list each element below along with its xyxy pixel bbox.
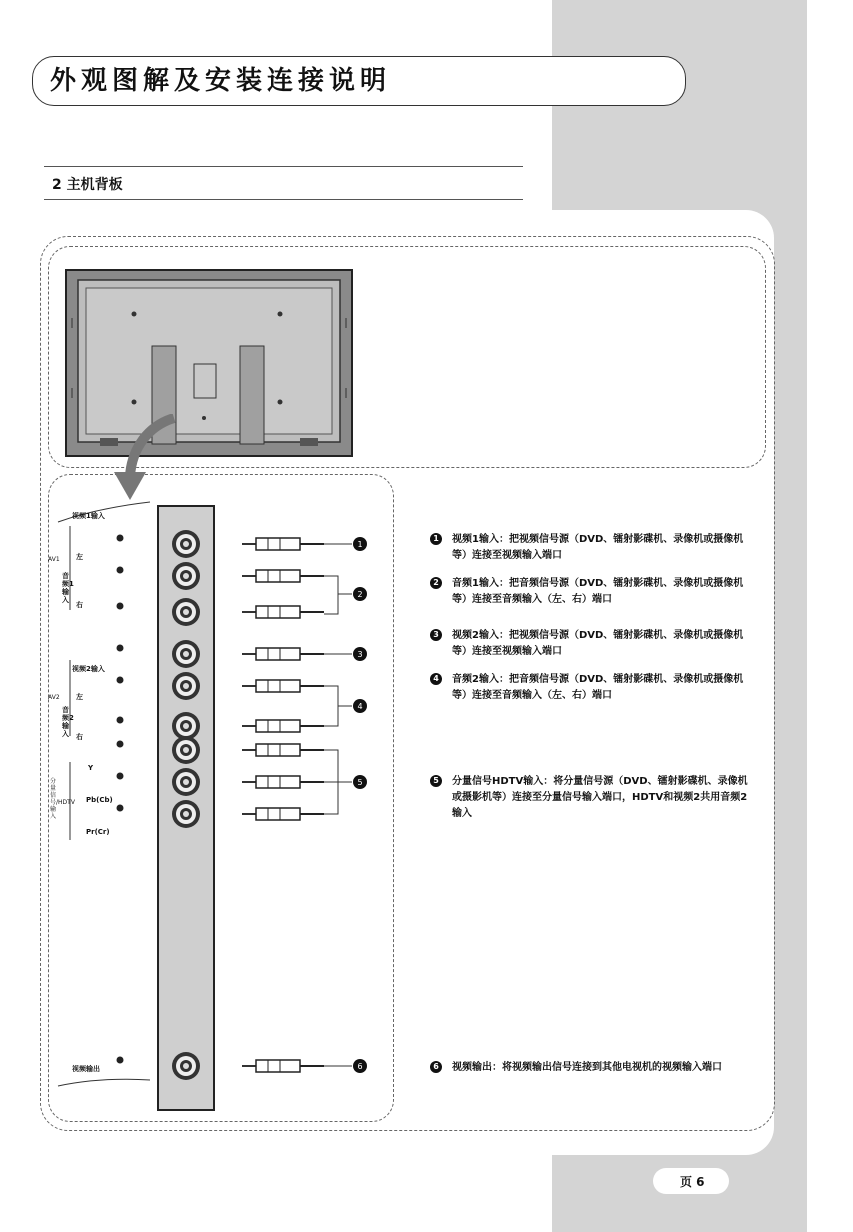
desc-3: 3 视频2输入：把视频信号源（DVD、镭射影碟机、录像机或摄像机等）连接至视频输入端口 bbox=[430, 628, 755, 660]
callout-badge bbox=[353, 1059, 367, 1073]
panel-jack-marker bbox=[117, 805, 124, 812]
page-number: 页 6 bbox=[680, 1175, 705, 1189]
label-av1-video: 视频1输入 bbox=[72, 512, 105, 520]
callout-number: 1 bbox=[357, 540, 363, 549]
label-av2-right: 右 bbox=[76, 733, 83, 741]
page-title: 外观图解及安装连接说明 bbox=[50, 66, 392, 96]
rear-panel-diagram bbox=[56, 500, 390, 1118]
label-av2-video: 视频2输入 bbox=[72, 665, 105, 673]
panel-jack-marker bbox=[117, 535, 124, 542]
callout-number: 2 bbox=[357, 590, 363, 599]
label-av1-audio: 音频1输入 bbox=[62, 572, 74, 604]
rca-plug bbox=[242, 648, 324, 660]
desc-4: 4 音频2输入：把音频信号源（DVD、镭射影碟机、录像机或摄像机等）连接至音频输入（左、右）端口 bbox=[430, 672, 755, 704]
label-component: 分量信号/HDTV输入 bbox=[50, 778, 75, 820]
desc-2: 2 音频1输入：把音频信号源（DVD、镭射影碟机、录像机或摄像机等）连接至音频输入（左、右）端口 bbox=[430, 576, 755, 608]
panel-jack-marker bbox=[117, 567, 124, 574]
rca-jack bbox=[172, 736, 200, 764]
rca-jack bbox=[172, 1052, 200, 1080]
rca-plug bbox=[242, 606, 324, 618]
rca-jack bbox=[172, 800, 200, 828]
label-pr: Pr(Cr) bbox=[86, 828, 110, 836]
callout-number: 5 bbox=[357, 778, 363, 787]
section-title: 2 主机背板 bbox=[52, 177, 123, 193]
label-y: Y bbox=[88, 764, 94, 772]
desc-1: 1 视频1输入：把视频信号源（DVD、镭射影碟机、录像机或摄像机等）连接至视频输入端口 bbox=[430, 532, 755, 564]
desc-6: 6 视频输出：将视频输出信号连接到其他电视机的视频输入端口 bbox=[430, 1060, 755, 1076]
label-av1-group: AV1 bbox=[48, 556, 60, 563]
rca-jack bbox=[172, 672, 200, 700]
desc-5: 5 分量信号HDTV输入：将分量信号源（DVD、镭射影碟机、录像机或摄影机等）连接至分量信号输入端口，HDTV和视频2共用音频2输入 bbox=[430, 774, 755, 822]
callout-badge bbox=[353, 537, 367, 551]
label-av2-group: AV2 bbox=[48, 694, 60, 701]
rca-jack bbox=[172, 530, 200, 558]
rca-jack bbox=[172, 768, 200, 796]
callout-number: 6 bbox=[357, 1062, 363, 1071]
rca-plug bbox=[242, 538, 324, 550]
rca-jack bbox=[172, 598, 200, 626]
label-av2-audio: 音频2输入 bbox=[62, 706, 74, 738]
rca-plug bbox=[242, 744, 324, 756]
rca-jack bbox=[172, 562, 200, 590]
panel-jack-marker bbox=[117, 773, 124, 780]
panel-jack-marker bbox=[117, 1057, 124, 1064]
label-av2-left: 左 bbox=[76, 693, 83, 701]
label-pb: Pb(Cb) bbox=[86, 796, 113, 804]
rca-jack bbox=[172, 640, 200, 668]
callout-number: 3 bbox=[357, 650, 363, 659]
panel-jack-marker bbox=[117, 645, 124, 652]
rca-plug bbox=[242, 1060, 324, 1072]
label-av1-left: 左 bbox=[76, 553, 83, 561]
panel-jack-marker bbox=[117, 677, 124, 684]
rca-plug bbox=[242, 720, 324, 732]
rca-plug bbox=[242, 808, 324, 820]
section-rule-top bbox=[44, 166, 523, 167]
rca-jack bbox=[172, 712, 200, 740]
callout-badge bbox=[353, 699, 367, 713]
rca-plug bbox=[242, 570, 324, 582]
rca-plug bbox=[242, 680, 324, 692]
callout-number: 4 bbox=[357, 702, 363, 711]
callout-badge bbox=[353, 587, 367, 601]
panel-jack-marker bbox=[117, 603, 124, 610]
panel-jack-marker bbox=[117, 741, 124, 748]
label-av1-right: 右 bbox=[76, 601, 83, 609]
callout-badge bbox=[353, 647, 367, 661]
panel-jack-marker bbox=[117, 717, 124, 724]
callout-badge bbox=[353, 775, 367, 789]
section-rule-bottom bbox=[44, 199, 523, 200]
label-video-out: 视频输出 bbox=[72, 1065, 100, 1073]
zoom-arrow-icon bbox=[108, 414, 188, 510]
rca-plug bbox=[242, 776, 324, 788]
